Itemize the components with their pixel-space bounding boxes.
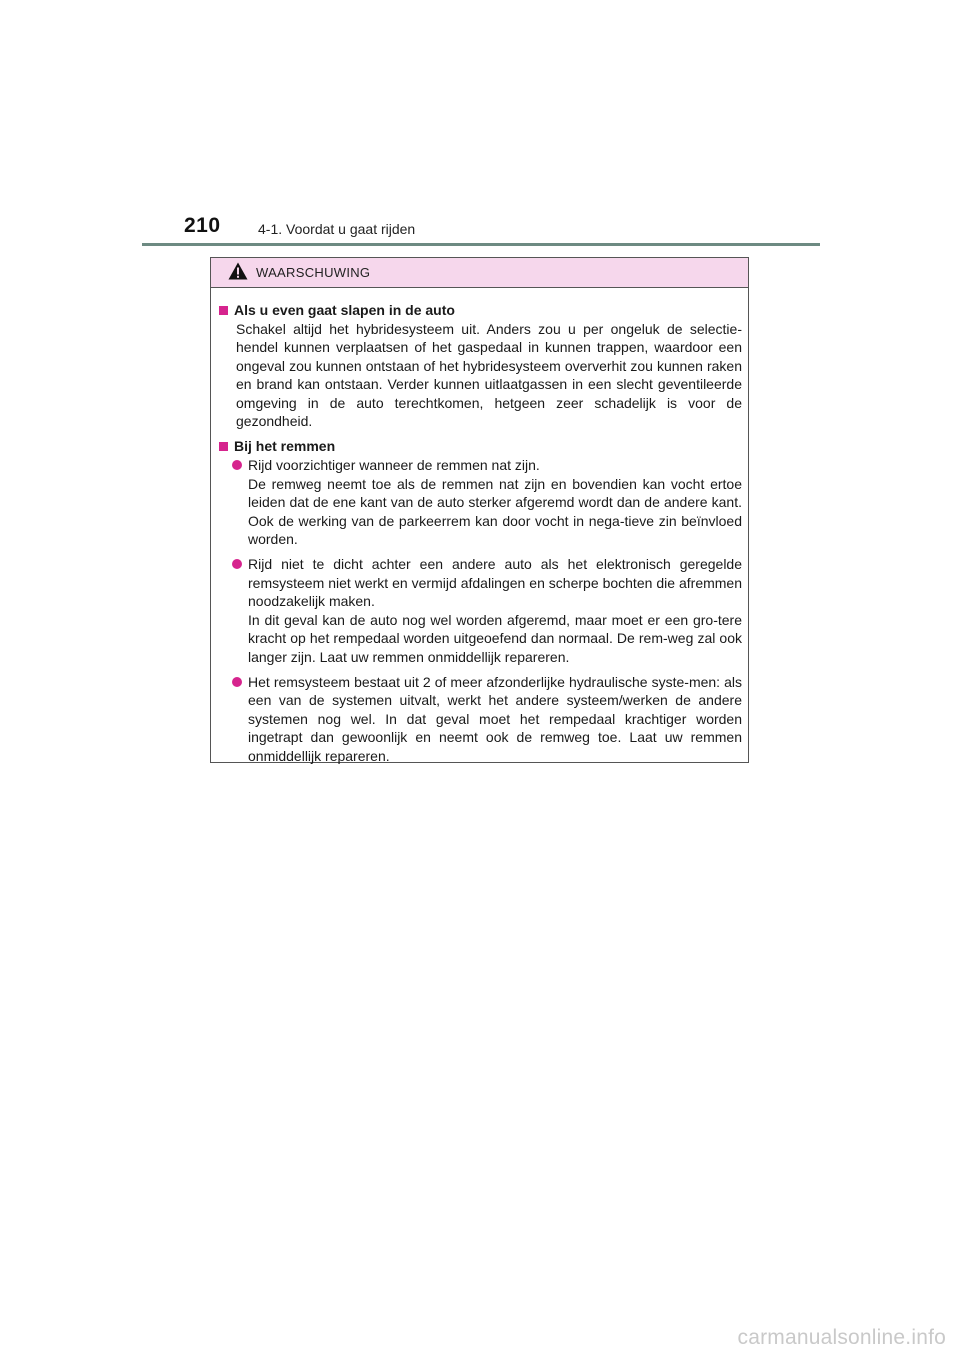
list-item xyxy=(218,456,742,548)
round-bullet-icon xyxy=(232,460,242,470)
section-heading xyxy=(218,436,742,456)
warning-title: WAARSCHUWING xyxy=(256,265,371,280)
list-item-line: Rijd voorzichtiger wanneer de remmen nat zijn. xyxy=(248,457,540,474)
round-bullet-icon xyxy=(232,559,242,569)
section-title: 4-1. Voordat u gaat rijden xyxy=(258,221,416,237)
section-heading-text: Bij het remmen xyxy=(234,438,336,455)
list-item xyxy=(218,673,742,765)
list-item xyxy=(218,555,742,665)
warning-section-braking xyxy=(218,436,742,765)
list-item-line: De remweg neemt toe als de remmen nat zijn en bovendien kan vocht ertoe leiden dat de ene kant van de auto sterker afgeremd wordt dan de andere kant. Ook de werking van de parkeerrem kan door vocht in nega-tieve zin beïnvloed worden. xyxy=(248,475,742,548)
page-number: 210 xyxy=(184,214,221,237)
list-item-line: Het remsysteem bestaat uit 2 of meer afzonderlijke hydraulische syste-men: als een van de systemen uitvalt, werkt het andere systeem/werken de andere systemen nog wel. In dat geval moet het rempedaal krachtiger worden ingetrapt dan gewoonlijk en neemt ook de remweg toe. Laat uw remmen onmiddellijk repareren. xyxy=(248,673,742,764)
section-paragraph: Schakel altijd het hybridesysteem uit. Anders zou u per ongeluk de selectie-hendel kunnen verplaatsen of het gaspedaal in kunnen trappen, waardoor een ongeval zou kunnen ontstaan of het hybridesysteem oververhit zou kunnen raken en brand kan ontstaan. Verder kunnen uitlaatgassen in een slecht geventileerde omgeving in de auto terechtkomen, hetgeen zeer schadelijk is voor de gezondheid. xyxy=(236,321,742,430)
warning-header xyxy=(211,258,748,288)
section-heading xyxy=(218,300,742,320)
header-divider xyxy=(142,243,820,246)
list-item-line: In dit geval kan de auto nog wel worden afgeremd, maar moet er een gro-tere kracht op het rempedaal worden uitgeoefend dan normaal. De rem-weg zal ook langer zijn. Laat uw remmen onmiddellijk repareren. xyxy=(248,611,742,665)
warning-box xyxy=(210,257,749,763)
warning-body xyxy=(211,288,748,765)
watermark: carmanualsonline.info xyxy=(737,1326,946,1349)
square-bullet-icon xyxy=(219,306,228,315)
square-bullet-icon xyxy=(219,442,228,451)
list-item-line: Rijd niet te dicht achter een andere auto als het elektronisch geregelde remsysteem niet werkt en vermijd afdalingen en scherpe bochten die afremmen noodzakelijk maken. xyxy=(248,556,742,610)
page-header xyxy=(184,214,824,244)
section-heading-text: Als u even gaat slapen in de auto xyxy=(234,302,455,318)
warning-section-sleeping xyxy=(218,300,742,430)
round-bullet-icon xyxy=(232,677,242,687)
warning-triangle-icon xyxy=(228,262,248,280)
